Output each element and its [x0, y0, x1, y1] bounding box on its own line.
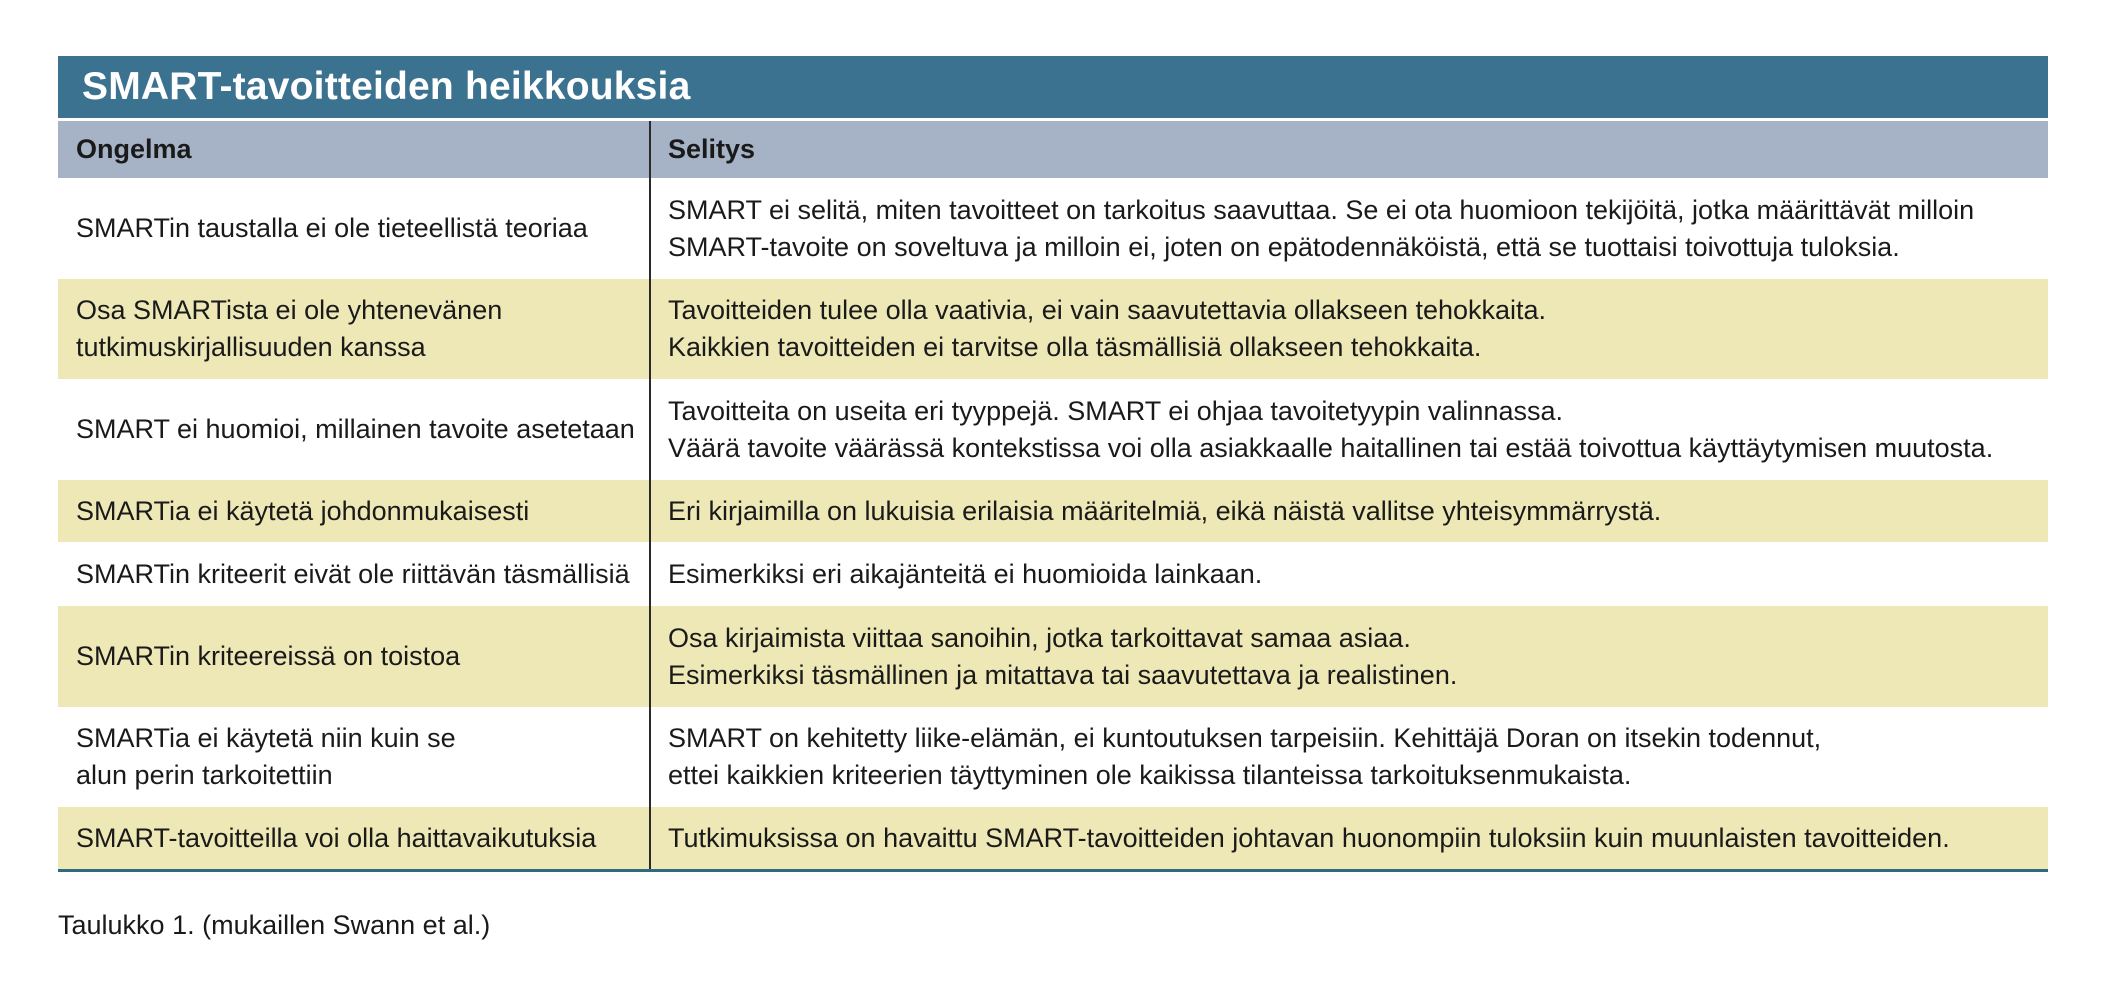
explanation-text: Tavoitteita on useita eri tyyppejä. SMART ei ohjaa tavoitetyypin valinnassa. [668, 395, 1563, 426]
explanation-cell [651, 379, 2048, 480]
explanation-text: Osa kirjaimista viittaa sanoihin, jotka tarkoittavat samaa asiaa. [668, 622, 1411, 653]
table-row [58, 542, 2048, 606]
problem-text: Osa SMARTista ei ole yhtenevänen [76, 295, 503, 325]
explanation-text: Kaikkien tavoitteiden ei tarvitse olla täsmällisiä ollakseen tehokkaita. [668, 332, 1482, 362]
problem-text: SMART ei huomioi, millainen tavoite asetetaan [76, 414, 635, 444]
smart-weaknesses-table [58, 56, 2048, 872]
explanation-text: SMART on kehitetty liike-elämän, ei kuntoutuksen tarpeisiin. Kehittäjä Doran on itsekin todennut, [668, 723, 1822, 753]
explanation-cell [651, 807, 2048, 869]
explanation-text: Väärä tavoite väärässä kontekstissa voi olla asiakkaalle haitallinen tai estää toivottua käyttäytymisen muutosta. [668, 432, 1994, 463]
problem-text: SMARTia ei käytetä niin kuin se [76, 723, 456, 753]
problem-cell [58, 707, 651, 807]
problem-cell [58, 178, 651, 279]
problem-text: SMARTia ei käytetä johdonmukaisesti [76, 495, 530, 526]
table-row [58, 480, 2048, 542]
problem-cell [58, 807, 651, 869]
table-header-row [58, 121, 2048, 178]
problem-text: SMARTin kriteereissä on toistoa [76, 641, 461, 671]
problem-cell [58, 542, 651, 606]
table-row [58, 707, 2048, 807]
table-title: SMART-tavoitteiden heikkouksia [58, 56, 2048, 118]
problem-text: SMARTin taustalla ei ole tieteellistä teoriaa [76, 213, 588, 243]
problem-text: SMARTin kriteerit eivät ole riittävän täsmällisiä [76, 558, 630, 589]
problem-cell [58, 606, 651, 707]
explanation-text: SMART-tavoite on soveltuva ja milloin ei, joten on epätodennäköistä, että se tuottaisi toivottuja tuloksia. [668, 231, 1900, 262]
column-header-explanation: Selitys [668, 134, 756, 164]
explanation-cell [651, 279, 2048, 379]
table-caption: Taulukko 1. (mukaillen Swann et al.) [58, 910, 491, 940]
problem-cell [58, 279, 651, 379]
table-row [58, 178, 2048, 279]
problem-text: tutkimuskirjallisuuden kanssa [76, 332, 426, 362]
explanation-cell [651, 542, 2048, 606]
explanation-cell [651, 480, 2048, 542]
table-row [58, 606, 2048, 707]
explanation-text: ettei kaikkien kriteerien täyttyminen ole kaikissa tilanteissa tarkoituksenmukaista. [668, 760, 1632, 790]
explanation-cell [651, 178, 2048, 279]
explanation-text: Tavoitteiden tulee olla vaativia, ei vain saavutettavia ollakseen tehokkaita. [668, 295, 1547, 325]
table-bottom-rule [58, 869, 2048, 872]
explanation-cell [651, 707, 2048, 807]
column-header-problem: Ongelma [58, 121, 651, 178]
explanation-text: Esimerkiksi eri aikajänteitä ei huomioida lainkaan. [668, 558, 1263, 589]
explanation-text: Tutkimuksissa on havaittu SMART-tavoitteiden johtavan huonompiin tuloksiin kuin muunlaisten tavoitteiden. [668, 822, 1950, 853]
explanation-text: SMART ei selitä, miten tavoitteet on tarkoitus saavuttaa. Se ei ota huomioon tekijöitä, jotka määrittävät milloin [668, 194, 1975, 225]
table-row [58, 807, 2048, 869]
problem-cell [58, 379, 651, 480]
explanation-text: Esimerkiksi täsmällinen ja mitattava tai saavutettava ja realistinen. [668, 659, 1458, 690]
problem-cell [58, 480, 651, 542]
problem-text: SMART-tavoitteilla voi olla haittavaikutuksia [76, 822, 597, 853]
explanation-text: Eri kirjaimilla on lukuisia erilaisia määritelmiä, eikä näistä vallitse yhteisymmärrystä. [668, 495, 1662, 526]
problem-text: alun perin tarkoitettiin [76, 760, 333, 790]
explanation-cell [651, 606, 2048, 707]
table-row [58, 379, 2048, 480]
table-row [58, 279, 2048, 379]
